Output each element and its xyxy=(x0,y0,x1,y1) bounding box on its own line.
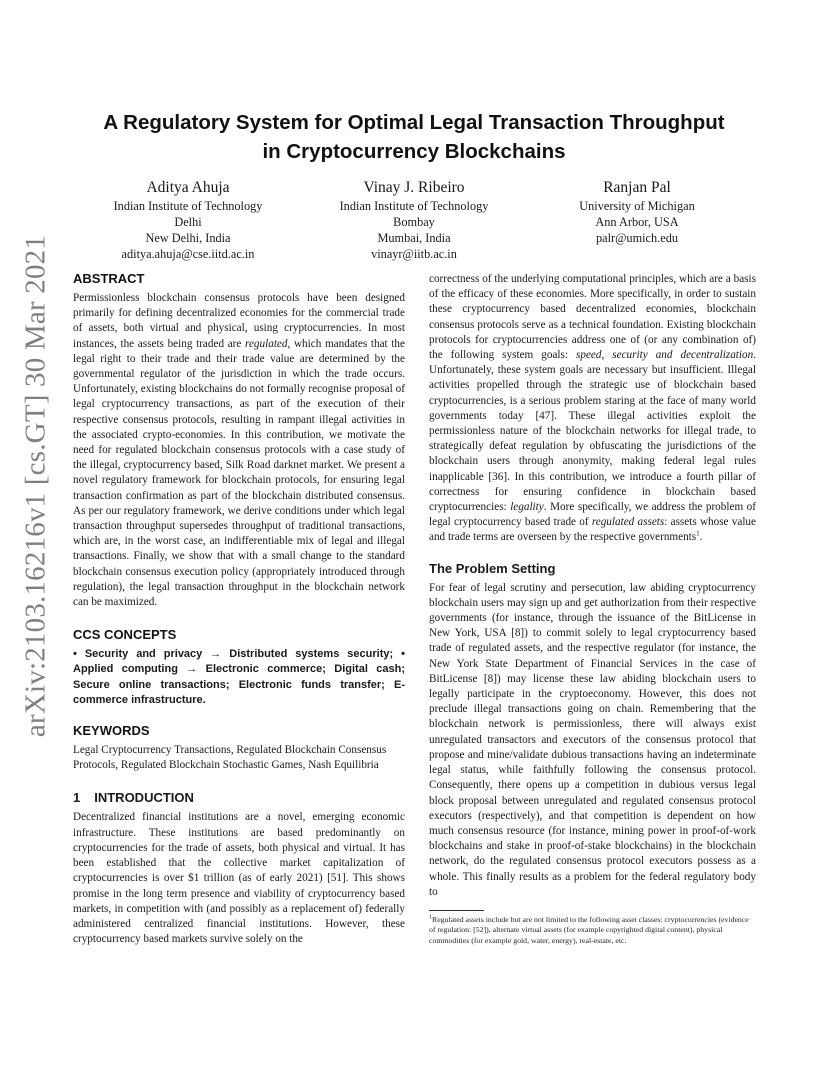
author-affiliation-2: Ann Arbor, USA xyxy=(595,215,679,229)
author-affiliation: University of Michigan xyxy=(579,199,695,213)
author-affiliation-2: Bombay xyxy=(393,215,435,229)
author-block-3 xyxy=(522,178,752,246)
problem-setting-text: For fear of legal scrutiny and persecution, law abiding cryptocurrency blockchain users may sign up and get authorization from their respective governments (for instance, through the issuance of the BitLicense in New York, USA [8]) to commit solely to legal cryptocurrency based trade of regulated assets, and the respective regulator (for instance, the New York State Department of Financial Services in the case of BitLicense [8]) may license these law abiding blockchain users to legally participate in the cryptoeconomy. However, this does not preclude illegal transactions going on chain. Remembering that the blockchain network is permissionless, there will always exist unregulated transactors and executors of the consensus protocol that propose and mine/validate dubious transactions having an indeterminate legal status, while faithfully following the consensus protocol. Consequently, there opens up a competition in dubious versus legal block proposal between unregulated and regulated consensus protocol executors (respectively), and that competition is dependent on how much consensus resource (for instance, mining power in proof-of-work blockchains and stake in proof-of-stake blockchains) in the blockchain network, do the regulated consensus protocol executors possess as a whole. This finally results as a problem for the federal regulatory body to xyxy=(429,581,756,898)
introduction-heading: 1 INTRODUCTION xyxy=(73,790,194,806)
footnote: $^1$Regulated assets include but are not limited to the following asset classes: cryptocurrencies (evidence of regulation: [52]), alternate virtual assets (for example copyrighted digital content), physical commodities (for example gold, water, energy), real-estate, etc. xyxy=(429,914,749,945)
introduction-text: Decentralized financial institutions are a novel, emerging economic infrastructure. These institutions are based predominantly on cryptocurrencies for the trade of assets, both physical and virtual. It has been established that the collective market capitalization of cryptocurrencies is over $1 trillion (as of early 2021) [51]. This shows promise in the long term presence and viability of cryptocurrency based markets, in competition with (and possibly as a replacement of) federally administered centralized financial institutions. However, these cryptocurrency based markets survive solely on the xyxy=(73,811,405,946)
abstract-heading: ABSTRACT xyxy=(73,271,145,286)
abstract-text: Permissionless blockchain consensus protocols have been designed primarily for defining decentralized economies for the commercial trade of assets, both virtual and physical, using cryptocurrencies. In most instances, the assets being traded are regulated, which mandates that the legal right to their trade and their trade value are determined by the governmental regulator of the jurisdiction in which the trade occurs. Unfortunately, existing blockchains do not formally recognise proposal of legal cryptocurrency transactions, as part of the execution of their respective consensus protocols, resulting in rampant illegal activities in the associated crypto-economies. In this contribution, we motivate the need for regulated blockchain consensus protocols with a case study of the illegal, cryptocurrency based, Silk Road darknet market. We present a novel regulatory framework for blockchain protocols, for ensuring legal transaction confirmation as part of the blockchain distributed consensus. As per our regulatory framework, we derive conditions under which legal transaction throughput supersedes throughput of traditional transactions, which are, in the worst case, an indifferentiable mix of legal and illegal transactions. Finally, we show that with a small change to the standard blockchain consensus execution policy (appropriately introduced through regulation), the legal transaction throughput in the blockchain network can be maximized. xyxy=(73,292,405,609)
introduction-continued-text: correctness of the underlying computational principles, which are a basis of the efficacy of these economies. More specifically, in order to sustain these cryptocurrency based decentralized economies, blockchain consensus protocols serve as a technical foundation. Existing blockchain protocols for cryptocurrencies address one of (or any combination of) the following system goals: speed, security and decentralization. Unfortunately, these system goals are necessary but insufficient. Illegal activities propelled through the strategic use of blockchain based cryptocurrencies, is a serious problem staring at the face of many world governments today [47]. These illegal activities exploit the permissionless nature of the blockchain networks for illegal trade, to strategically defeat regulation by obfuscating the jurisdictions of the blockchain users through anonymity, making federal legal rules inapplicable [36]. In this contribution, we introduce a fourth pillar of correctness for ensuring confidence in blockchain based cryptocurrencies: legality. More specifically, we address the problem of legal cryptocurrency based trade of regulated assets: assets whose value and trade terms are overseen by the respective governments$^1$. xyxy=(429,273,756,544)
author-name: Ranjan Pal xyxy=(603,179,671,196)
keywords-text: Legal Cryptocurrency Transactions, Regulated Blockchain Consensus Protocols, Regulated Blockchain Stochastic Games, Nash Equilibria xyxy=(73,744,387,772)
author-affiliation: Indian Institute of Technology xyxy=(339,199,489,213)
problem-setting-heading: The Problem Setting xyxy=(429,560,556,576)
arxiv-identifier xyxy=(14,234,58,738)
author-block-2 xyxy=(299,178,529,262)
right-column xyxy=(429,272,756,946)
left-column xyxy=(73,270,405,947)
paper-title xyxy=(60,108,768,166)
title-line-1: A Regulatory System for Optimal Legal Transaction Throughput xyxy=(103,111,725,134)
author-location: Mumbai, India xyxy=(377,231,451,245)
author-email: palr@umich.edu xyxy=(595,231,678,245)
author-block-1 xyxy=(73,178,303,262)
author-email: vinayr@iitb.ac.in xyxy=(371,247,457,261)
footnote-marker: 1 xyxy=(696,529,700,538)
author-affiliation: Indian Institute of Technology xyxy=(113,199,263,213)
author-location: New Delhi, India xyxy=(145,231,231,245)
title-line-2: in Cryptocurrency Blockchains xyxy=(262,140,566,163)
author-name: Vinay J. Ribeiro xyxy=(363,179,465,196)
arxiv-identifier-text: arXiv:2103.16216v1 [cs.GT] 30 Mar 2021 xyxy=(19,234,52,738)
keywords-heading: KEYWORDS xyxy=(73,723,150,739)
ccs-heading: CCS CONCEPTS xyxy=(73,627,177,643)
ccs-text: • Security and privacy → Distributed systems security; • Applied computing → Electronic commerce; Digital cash; Secure online transactions; Electronic funds transfer; E-commerce infrastructure. xyxy=(73,648,405,706)
footnote-rule xyxy=(429,910,484,911)
author-name: Aditya Ahuja xyxy=(146,179,230,196)
author-email: aditya.ahuja@cse.iitd.ac.in xyxy=(121,247,255,261)
author-affiliation-2: Delhi xyxy=(174,215,202,229)
